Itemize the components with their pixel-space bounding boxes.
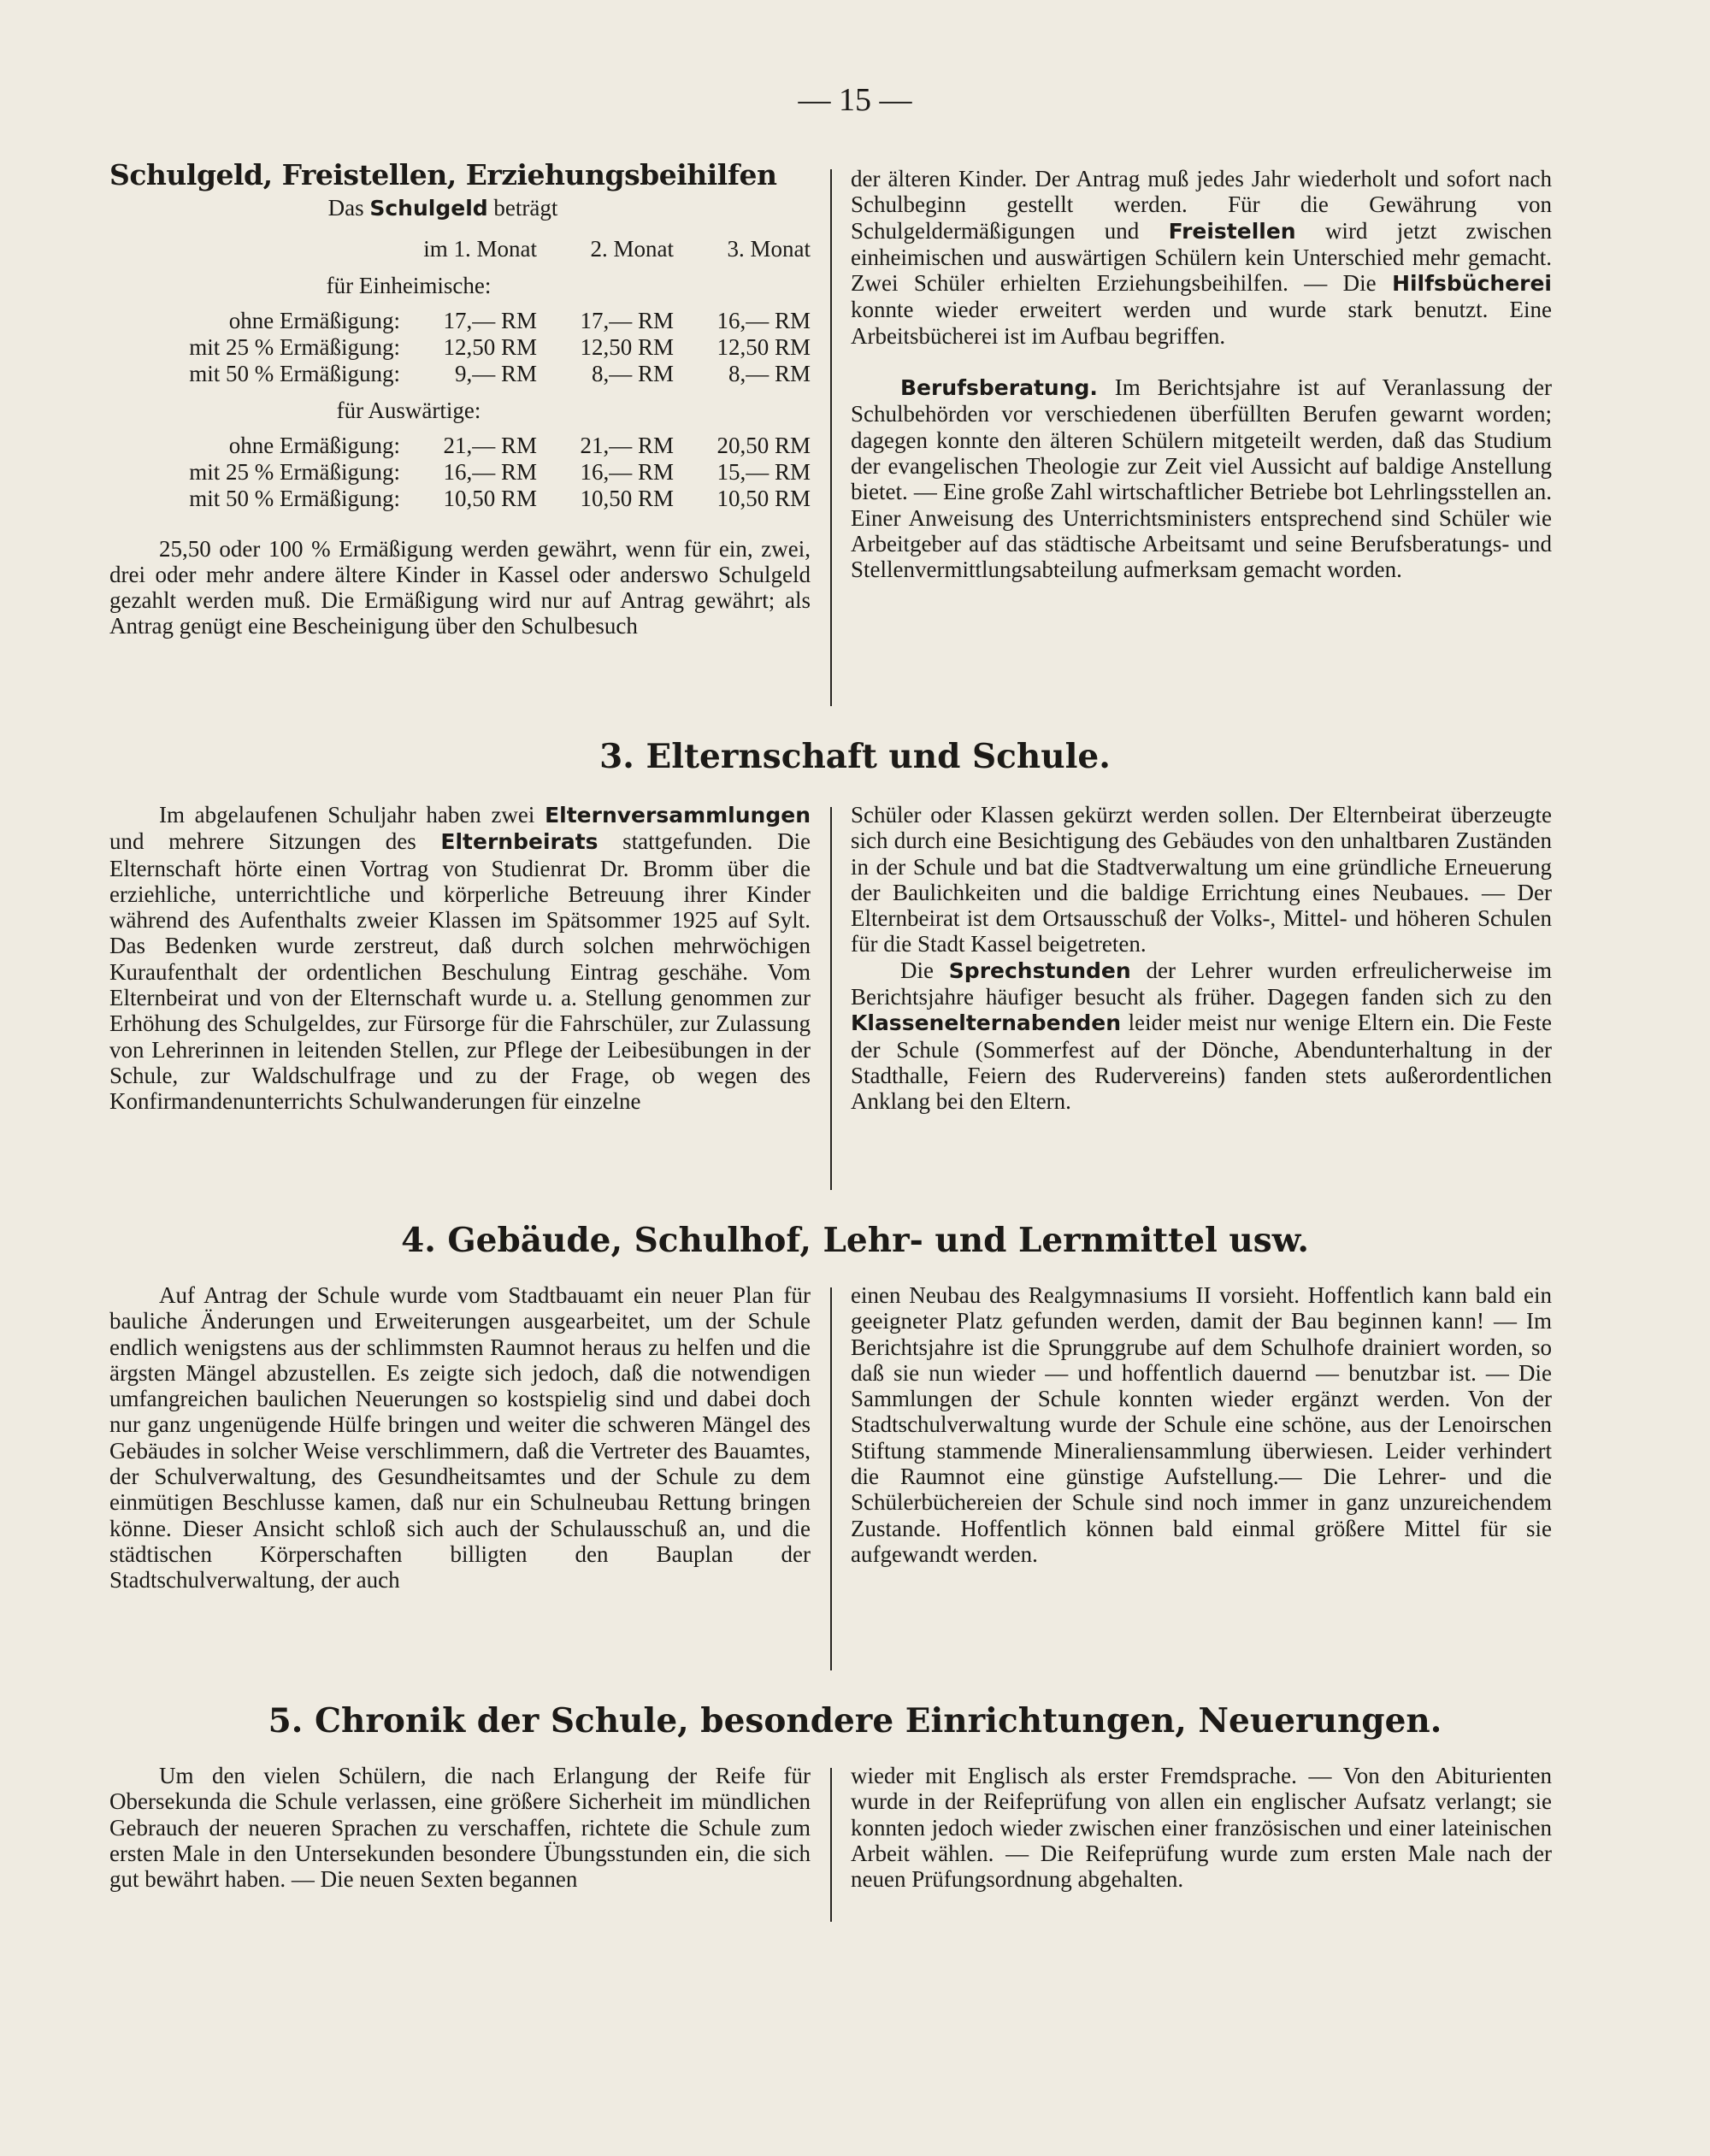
fee-row: mit 25 % Ermäßigung: 16,— RM 16,— RM 15,— RM bbox=[189, 458, 811, 485]
section5-left-column: Um den vielen Schülern, die nach Erlangung der Reife für Obersekunda die Schule verlassen, eine größere Sicherheit im mündlichen Gebrauch der neueren Sprachen zu verschaffen, richtete die Schule zum ersten Male in den Untersekunden besondere Übungsstunden ein, die sich gut bewährt haben. — Die neuen Sexten begannen bbox=[109, 1763, 811, 1893]
freistellen-term: Freistellen bbox=[1168, 218, 1296, 244]
fees-heading: Schulgeld, Freistellen, Erziehungsbeihilfen bbox=[109, 158, 777, 191]
column-rule bbox=[830, 807, 832, 1190]
fee-row: mit 50 % Ermäßigung: 9,— RM 8,— RM 8,— RM bbox=[189, 360, 811, 386]
fees-intro-bold: Schulgeld bbox=[369, 196, 488, 221]
fee-row: mit 25 % Ermäßigung: 12,50 RM 12,50 RM 12,50 RM bbox=[189, 333, 811, 360]
fees-right-column bbox=[851, 166, 1552, 582]
fee-row: ohne Ermäßigung: 21,— RM 21,— RM 20,50 RM bbox=[228, 432, 811, 458]
section3-left-column: Im abgelaufenen Schuljahr haben zwei Elternversammlungen und mehrere Sitzungen des Elternbeirats stattgefunden. Die Elternschaft hörte einen Vortrag von Studienrat Dr. Bromm über die erziehliche, unterrichtliche und körperliche Betreuung ihrer Kinder während des Aufenthalts zweier Klassen im Spätsommer 1925 auf Sylt. Das Bedenken wurde zerstreut, daß durch solchen mehrwöchigen Kuraufenthalt der ordentlichen Beschulung Eintrag geschähe. Vom Elternbeirat und von der Elternschaft wurde u. a. Stellung genommen zur Erhöhung des Schulgeldes, zur Fürsorge für die Fahrschüler, zur Zulassung von Lehrerinnen in leitenden Stellen, zur Pflege der Leibesübungen in der Schule, zur Waldschulfrage und zu der Frage, ob wegen des Konfirmandenunterrichts Schulwanderungen für einzelne bbox=[109, 802, 811, 1115]
section4-right-column: einen Neubau des Realgymnasiums II vorsieht. Hoffentlich kann bald ein geeigneter Platz gefunden werden, damit der Bau beginnen kann! — Im Berichtsjahre ist die Sprunggrube auf dem Schulhofe drainiert worden, so daß sie nun wieder — und hoffentlich dauernd — benutzbar ist. — Die Sammlungen der Schule konnten wieder ergänzt werden. Von der Stadtschulverwaltung wurde der Schule eine schöne, aus der Lenoirschen Stiftung stammende Mineraliensammlung überwiesen. Leider verhindert die Raumnot eine günstige Aufstellung.— Die Lehrer- und die Schülerbüchereien der Schule sind noch immer in ganz unzureichendem Zustande. Hoffentlich können bald einmal größere Mittel für sie aufgewandt werden. bbox=[851, 1282, 1552, 1567]
fees-note: 25,50 oder 100 % Ermäßigung werden gewährt, wenn für ein, zwei, drei oder mehr andere ältere Kinder in Kassel oder anderswo Schulgeld gezahlt werden muß. Die Ermäßigung wird nur auf Antrag gewährt; als Antrag genügt eine Bescheinigung über den Schulbesuch bbox=[109, 535, 811, 639]
fees-left-column bbox=[109, 158, 811, 639]
fee-group-label: für Auswärtige: bbox=[336, 397, 481, 423]
section5-right-column: wieder mit Englisch als erster Fremdsprache. — Von den Abiturienten wurde in der Reifeprüfung von allen ein englischer Aufsatz verlangt; sie konnten jedoch wieder zwischen einer französischen und einer lateinischen Arbeit wählen. — Die Reifeprüfung wurde zum ersten Male nach der neuen Prüfungsordnung abgehalten. bbox=[851, 1763, 1552, 1893]
section4-heading: 4. Gebäude, Schulhof, Lehr- und Lernmittel usw. bbox=[401, 1221, 1309, 1260]
fee-months-row: im 1. Monat 2. Monat 3. Monat bbox=[423, 235, 811, 262]
fee-row: mit 50 % Ermäßigung: 10,50 RM 10,50 RM 10,50 RM bbox=[189, 485, 811, 511]
column-rule bbox=[830, 1287, 832, 1670]
fees-intro: Das Schulgeld beträgt bbox=[327, 195, 558, 221]
fee-row: ohne Ermäßigung: 17,— RM 17,— RM 16,— RM bbox=[228, 307, 811, 333]
section4-left-column: Auf Antrag der Schule wurde vom Stadtbauamt ein neuer Plan für bauliche Änderungen und Erweiterungen ausgearbeitet, um der Schule endlich wenigstens aus der schlimmsten Raumnot heraus zu helfen und die ärgsten Mängel abzustellen. Es zeigte sich jedoch, daß die notwendigen umfangreichen baulichen Neuerungen so kostspielig sind und dabei doch nur ganz ungenügende Hülfe bringen und weiter die schweren Mängel des Gebäudes in solcher Weise verschlimmern, daß die Vertreter des Bauamtes, der Schulverwaltung, des Gesundheitsamtes und der Schule zu dem einmütigen Beschlusse kamen, daß nur ein Schulneubau Rettung bringen könne. Dieser Ansicht schloß sich auch der Schulausschuß an, und die städtischen Körperschaften billigten den Bauplan der Stadtschulverwaltung, der auch bbox=[109, 1282, 811, 1593]
page-number: — 15 — bbox=[798, 82, 912, 118]
hilfsbuecherei-term: Hilfsbücherei bbox=[1392, 271, 1553, 297]
berufsberatung-term: Berufsberatung. bbox=[900, 375, 1098, 401]
column-rule bbox=[830, 169, 832, 706]
fees-right-paragraph: der älteren Kinder. Der Antrag muß jedes Jahr wiederholt und sofort nach Schulbeginn gestellt werden. Für die Gewährung von Schulgeldermäßigungen und Freistellen wird jetzt zwischen einheimischen und auswärtigen Schülern kein Unterschied mehr gemacht. Zwei Schüler erhielten Erziehungsbeihilfen. — Die Hilfsbücherei konnte wieder erweitert werden und wurde stark benutzt. Eine Arbeitsbücherei ist im Aufbau begriffen. bbox=[851, 166, 1553, 349]
section5-heading: 5. Chronik der Schule, besondere Einrichtungen, Neuerungen. bbox=[268, 1701, 1442, 1741]
column-rule bbox=[830, 1768, 832, 1922]
fee-group-label: für Einheimische: bbox=[326, 272, 492, 298]
fee-table bbox=[109, 236, 811, 512]
section3-heading: 3. Elternschaft und Schule. bbox=[599, 737, 1111, 776]
section3-right-column: Schüler oder Klassen gekürzt werden sollen. Der Elternbeirat überzeugte sich durch eine Besichtigung des Gebäudes von den unhaltbaren Zuständen in der Schule und bat die Stadtverwaltung um eine gründliche Erneuerung der Baulichkeiten und die baldige Errichtung eines Neubaues. — Der Elternbeirat ist dem Ortsausschuß der Volks-, Mittel- und höheren Schulen für die Stadt Kassel beigetreten. Die Sprechstunden der Lehrer wurden erfreulicherweise im Berichtsjahre häufiger besucht als früher. Dagegen fanden sich zu den Klassenelternabenden leider meist nur wenige Eltern ein. Die Feste der Schule (Sommerfest auf der Dönche, Abendunterhaltung in der Stadthalle, Feiern des Rudervereins) fanden stets außerordentlichen Anklang bei den Eltern. bbox=[851, 802, 1553, 1115]
berufsberatung-paragraph: Berufsberatung. Im Berichtsjahre ist auf Veranlassung der Schulbehörden vor verschiedenen überfüllten Berufen gewarnt worden; dagegen konnte den älteren Schülern mitgeteilt werden, daß das Studium der evangelischen Theologie zur Zeit viel Aussicht auf baldige Anstellung bietet. — Eine große Zahl wirtschaftlicher Betriebe bot Lehrlingsstellen an. Einer Anweisung des Unterrichtsministers entsprechend sind Schüler wie Arbeitgeber auf das städtische Arbeitsamt und seine Berufsberatungs- und Stellenvermittlungsabteilung aufmerksam gemacht worden. bbox=[851, 374, 1552, 583]
